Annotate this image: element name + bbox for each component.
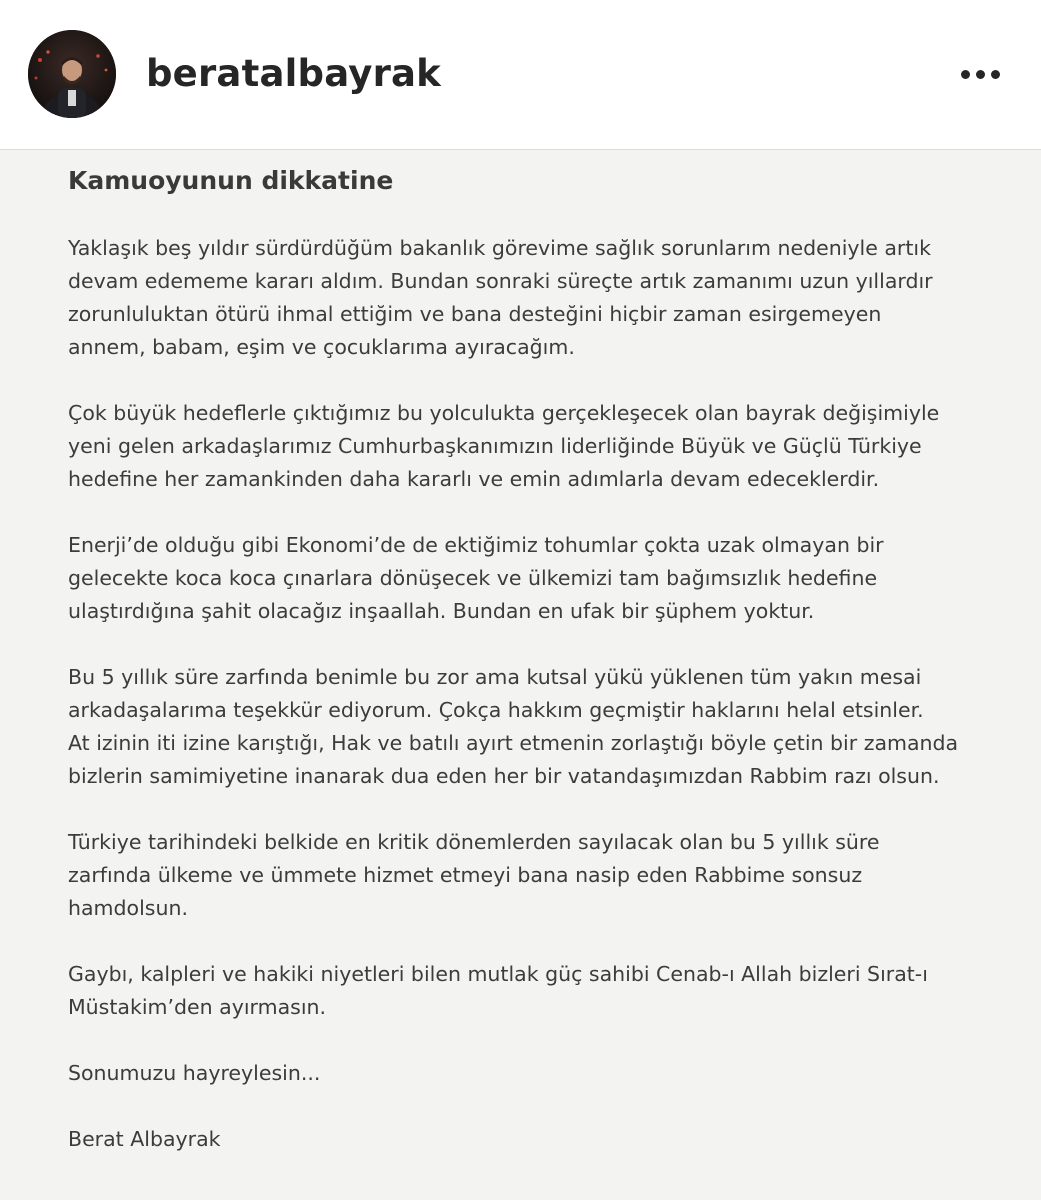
paragraph: [68, 397, 1028, 496]
more-horizontal-icon: [991, 70, 1000, 79]
profile-photo-icon: [28, 30, 116, 118]
text-line: ulaştırdığına şahit olacağız inşaallah. Bundan en ufak bir şüphem yoktur.: [68, 599, 815, 623]
text-line: At izinin iti izine karıştığı, Hak ve batılı ayırt etmenin zorlaştığı böyle çetin bir zamanda: [68, 731, 959, 755]
paragraph: [68, 826, 1028, 925]
text-line: hedefine her zamankinden daha kararlı ve emin adımlarla devam edeceklerdir.: [68, 467, 880, 491]
text-line: arkadaşalarıma teşekkür ediyorum. Çokça hakkım geçmiştir haklarını helal etsinler.: [68, 698, 924, 722]
paragraph: [68, 958, 1028, 1024]
text-line: Bu 5 yıllık süre zarfında benimle bu zor ama kutsal yükü yüklenen tüm yakın mesai: [68, 665, 922, 689]
post-title: Kamuoyunun dikkatine: [68, 166, 394, 195]
post-body: [68, 232, 1028, 1189]
text-line: gelecekte koca koca çınarlara dönüşecek ve ülkemizi tam bağımsızlık hedefine: [68, 566, 878, 590]
more-horizontal-icon: [961, 70, 970, 79]
post-image: [0, 150, 1041, 1200]
text-line: Berat Albayrak: [68, 1127, 221, 1151]
text-line: devam edememe kararı aldım. Bundan sonraki süreçte artık zamanımı uzun yıllardır: [68, 269, 933, 293]
text-line: Müstakim’den ayırmasın.: [68, 995, 327, 1019]
text-line: Sonumuzu hayreylesin...: [68, 1061, 321, 1085]
text-line: Türkiye tarihindeki belkide en kritik dönemlerden sayılacak olan bu 5 yıllık süre: [68, 830, 880, 854]
text-line: annem, babam, eşim ve çocuklarıma ayıracağım.: [68, 335, 575, 359]
text-line: Çok büyük hedeflerle çıktığımız bu yolculukta gerçekleşecek olan bayrak değişimiyle: [68, 401, 940, 425]
text-line: Yaklaşık beş yıldır sürdürdüğüm bakanlık görevime sağlık sorunlarım nedeniyle artık: [68, 236, 931, 260]
signature: [68, 1123, 1028, 1156]
paragraph: [68, 661, 1028, 793]
paragraph: [68, 529, 1028, 628]
text-line: Gaybı, kalpleri ve hakiki niyetleri bilen mutlak güç sahibi Cenab-ı Allah bizleri Sırat-ı: [68, 962, 928, 986]
more-options-button[interactable]: [950, 52, 1010, 96]
avatar[interactable]: [28, 30, 116, 118]
paragraph: [68, 232, 1028, 364]
text-line: yeni gelen arkadaşlarımız Cumhurbaşkanımızın liderliğinde Büyük ve Güçlü Türkiye: [68, 434, 922, 458]
text-line: Enerji’de olduğu gibi Ekonomi’de de ektiğimiz tohumlar çokta uzak olmayan bir: [68, 533, 884, 557]
text-line: hamdolsun.: [68, 896, 188, 920]
closing-line: [68, 1057, 1028, 1090]
post-header: [0, 0, 1041, 150]
text-line: bizlerin samimiyetine inanarak dua eden her bir vatandaşımızdan Rabbim razı olsun.: [68, 764, 940, 788]
more-horizontal-icon: [976, 70, 985, 79]
text-line: zorunluluktan ötürü ihmal ettiğim ve bana desteğini hiçbir zaman esirgemeyen: [68, 302, 882, 326]
text-line: zarfında ülkeme ve ümmete hizmet etmeyi bana nasip eden Rabbime sonsuz: [68, 863, 863, 887]
username[interactable]: beratalbayrak: [146, 52, 441, 95]
